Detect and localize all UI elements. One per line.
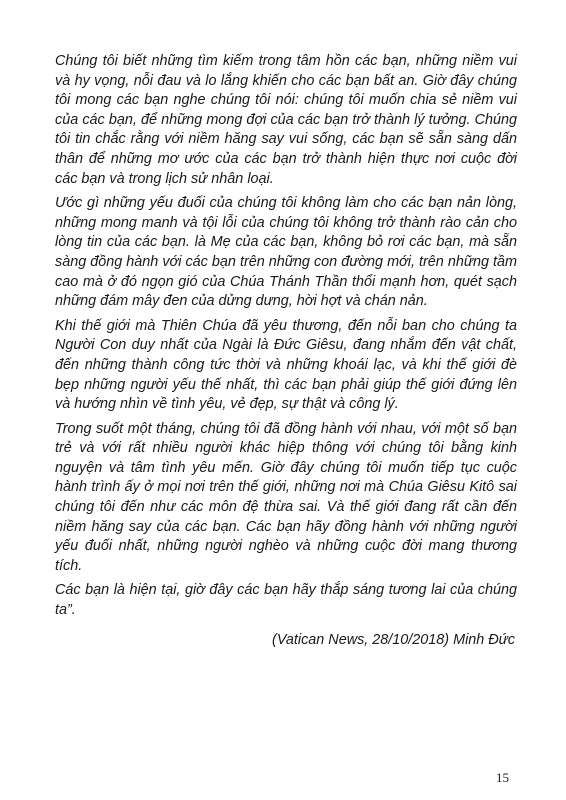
paragraph-1: Chúng tôi biết những tìm kiếm trong tâm hồn các bạn, những niềm vui và hy vọng, nỗi đau và lo lắng khiến cho các bạn bất an. Giờ đây chúng tôi mong các bạn nghe chúng tôi nói: chúng tôi muốn chia sẻ niềm vui của các bạn, để những mong đợi của các bạn trở thành lý tưởng. Chúng tôi tin chắc rằng với niềm hăng say vui sống, các bạn sẽ sẵn sàng dấn thân để những mơ ước của các bạn trở thành hiện thực nơi cuộc đời các bạn và trong lịch sử nhân loại. — [55, 53, 517, 187]
paragraph-3: Khi thế giới mà Thiên Chúa đã yêu thương, đến nỗi ban cho chúng ta Người Con duy nhất của Ngài là Đức Giêsu, đang nhắm đến vật chất, đến những thành công tức thời và những khoái lạc, và khi thế giới đè bẹp những người yếu thế nhất, thì các bạn phải giúp thế giới đứng lên và hướng nhìn về tình yêu, vẻ đẹp, sự thật và công lý. — [55, 317, 517, 413]
page-number: 15 — [496, 770, 509, 785]
body-text — [55, 52, 517, 650]
source-citation: (Vatican News, 28/10/2018) Minh Đức — [272, 631, 515, 648]
paragraph-4: Trong suốt một tháng, chúng tôi đã đồng hành với nhau, với một số bạn trẻ và với rất nhiều người khác hiệp thông với chúng tôi bằng kinh nguyện và tâm tình yêu mến. Giờ đây chúng tôi muốn tiếp tục cuộc hành trình ấy ở mọi nơi trên thế giới, những nơi mà Chúa Giêsu Kitô sai chúng tôi đến như các môn đệ thừa sai. Và thế giới đang rất cần đến niềm hăng say của các bạn. Các bạn hãy đồng hành với những người yếu đuối nhất, những người nghèo và những cuộc đời mang thương tích. — [55, 420, 517, 574]
paragraph-5: Các bạn là hiện tại, giờ đây các bạn hãy thắp sáng tương lai của chúng ta”. — [55, 582, 517, 619]
paragraph-2: Ước gì những yếu đuối của chúng tôi không làm cho các bạn nản lòng, những mong manh và tội lỗi của chúng tôi không trở thành rào cản cho lòng tin của các bạn. là Mẹ của các bạn, không bỏ rơi các bạn, mà sẵn sàng đồng hành với các bạn trên những con đường mới, trên những tầm cao mà ở đó ngọn gió của Chúa Thánh Thần thổi mạnh hơn, quét sạch những đám mây đen của dửng dưng, hời hợt và chán nản. — [55, 195, 517, 310]
